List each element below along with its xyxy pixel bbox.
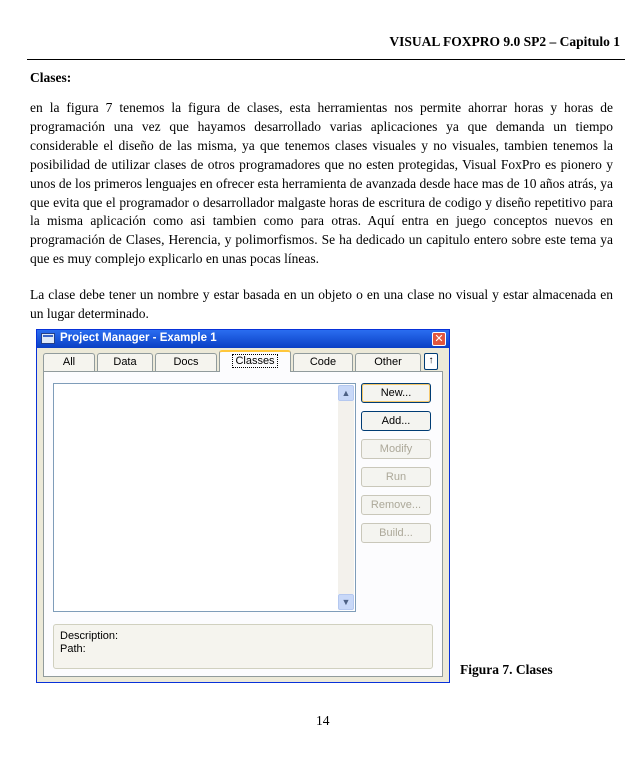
scrollbar-track[interactable] bbox=[338, 401, 354, 594]
page-number: 14 bbox=[316, 713, 330, 728]
figure-caption: Figura 7. Clases bbox=[460, 662, 553, 677]
section-title: Clases: bbox=[30, 70, 72, 85]
tab-data[interactable]: Data bbox=[97, 353, 153, 371]
scroll-down-icon[interactable]: ▼ bbox=[338, 594, 354, 610]
scroll-up-icon[interactable]: ▲ bbox=[338, 385, 354, 401]
classes-tab-panel bbox=[43, 371, 443, 677]
modify-button[interactable]: Modify bbox=[361, 439, 431, 459]
window-title: Project Manager - Example 1 bbox=[60, 332, 217, 344]
description-panel bbox=[53, 624, 433, 669]
header-rule bbox=[27, 59, 625, 60]
path-label: Path: bbox=[60, 643, 86, 655]
remove-button[interactable]: Remove... bbox=[361, 495, 431, 515]
close-button[interactable]: ✕ bbox=[432, 332, 446, 346]
description-label: Description: bbox=[60, 630, 119, 642]
paragraph-class-definition: La clase debe tener un nombre y estar basada en un objeto o en una clase no visual y estar almacenada en un lugar determinado. bbox=[30, 287, 613, 321]
project-manager-icon bbox=[41, 333, 55, 344]
tab-classes-label: Classes bbox=[232, 354, 277, 368]
add-button[interactable]: Add... bbox=[361, 411, 431, 431]
paragraph-intro: en la figura 7 tenemos la figura de clases, esta herramientas nos permite ahorrar horas y horas de programación una vez que hayamos desarrollado varias aplicaciones ya que demanda un tiempo considerable el diseño de las misma, ya que tenemos clases visuales y no visuales, tambien tenemos la posibilidad de utilizar clases de otros programadores que no esten protegidas, Visual FoxPro es pionero y unos de los primeros lenguajes en ofrecer esta herramienta de avanzada desde hace mas de 10 años atrás, ya que evita que el programador o desarrollador malgaste horas de escritura de codigo y diseño repetitivo para la misma aplicación como asi tambien como para otras. Aquí entra en juego conceptos nuevos en programación de Clases, Herencia, y polimorfismos. Se ha dedicado un capitulo entero sobre este tema ya que es muy complejo explicarlo en unas pocas líneas. bbox=[30, 100, 613, 267]
tab-code[interactable]: Code bbox=[293, 353, 353, 371]
tab-classes[interactable] bbox=[219, 350, 291, 372]
project-manager-window bbox=[36, 329, 450, 683]
run-button[interactable]: Run bbox=[361, 467, 431, 487]
build-button[interactable]: Build... bbox=[361, 523, 431, 543]
running-header: VISUAL FOXPRO 9.0 SP2 – Capitulo 1 bbox=[389, 34, 620, 49]
new-button[interactable]: New... bbox=[361, 383, 431, 403]
window-titlebar[interactable] bbox=[37, 330, 449, 348]
classes-list[interactable] bbox=[53, 383, 356, 612]
tab-all[interactable]: All bbox=[43, 353, 95, 371]
tab-docs[interactable]: Docs bbox=[155, 353, 217, 371]
tab-other[interactable]: Other bbox=[355, 353, 421, 371]
collapse-arrow-button[interactable]: ↑ bbox=[424, 353, 438, 370]
